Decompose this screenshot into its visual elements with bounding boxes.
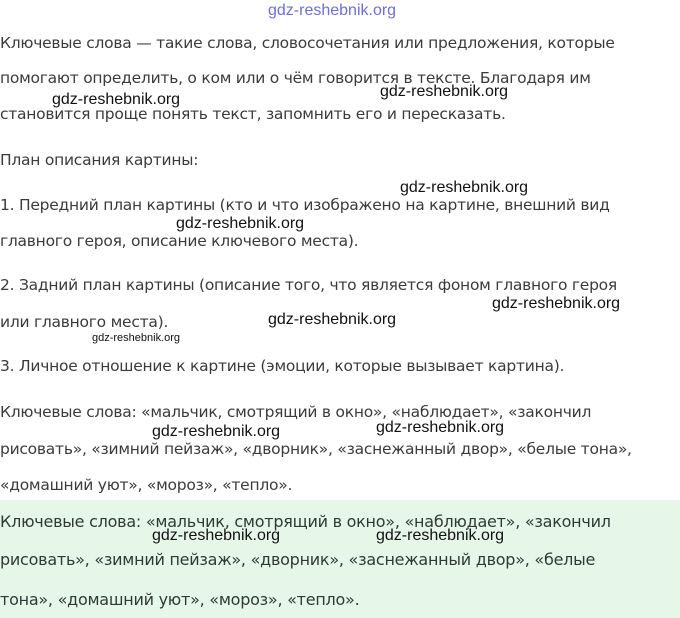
- plan-item-2-line-1: 2. Задний план картины (описание того, что является фоном главного героя: [0, 276, 617, 294]
- answer-block: [0, 500, 680, 618]
- keywords-line-3: «домашний уют», «мороз», «тепло».: [0, 476, 293, 494]
- watermark-text: gdz-reshebnik.org: [52, 91, 181, 108]
- answer-line-3: тона», «домашний уют», «мороз», «тепло».: [0, 590, 360, 609]
- plan-item-2-line-2: или главного места).: [0, 313, 169, 331]
- watermark-text: gdz-reshebnik.org: [492, 295, 621, 312]
- plan-item-3: 3. Личное отношение к картине (эмоции, которые вызывает картина).: [0, 357, 565, 375]
- plan-item-1-line-2: главного героя, описание ключевого места).: [0, 232, 359, 250]
- watermark-text: gdz-reshebnik.org: [268, 2, 397, 19]
- watermark-text: gdz-reshebnik.org: [152, 527, 281, 544]
- intro-line-2: помогают определить, о ком или о чём говорится в тексте. Благодаря им: [0, 69, 591, 87]
- answer-line-1: Ключевые слова: «мальчик, смотрящий в окно», «наблюдает», «закончил: [0, 512, 611, 531]
- intro-line-1: Ключевые слова — такие слова, словосочетания или предложения, которые: [0, 34, 615, 52]
- watermark-text: gdz-reshebnik.org: [152, 423, 281, 440]
- plan-item-1-line-1: 1. Передний план картины (кто и что изображено на картине, внешний вид: [0, 196, 610, 214]
- plan-title: План описания картины:: [0, 151, 199, 169]
- watermark-text: gdz-reshebnik.org: [92, 332, 181, 344]
- watermark-text: gdz-reshebnik.org: [268, 311, 397, 328]
- watermark-text: gdz-reshebnik.org: [176, 215, 305, 232]
- watermark-text: gdz-reshebnik.org: [400, 179, 529, 196]
- keywords-line-1: Ключевые слова: «мальчик, смотрящий в окно», «наблюдает», «закончил: [0, 403, 592, 421]
- answer-line-2: рисовать», «зимний пейзаж», «дворник», «заснежанный двор», «белые: [0, 550, 596, 569]
- watermark-text: gdz-reshebnik.org: [380, 83, 509, 100]
- intro-line-3: становится проще понять текст, запомнить его и пересказать.: [0, 105, 506, 123]
- watermark-text: gdz-reshebnik.org: [376, 527, 505, 544]
- keywords-line-2: рисовать», «зимний пейзаж», «дворник», «заснежанный двор», «белые тона»,: [0, 440, 632, 458]
- watermark-text: gdz-reshebnik.org: [376, 419, 505, 436]
